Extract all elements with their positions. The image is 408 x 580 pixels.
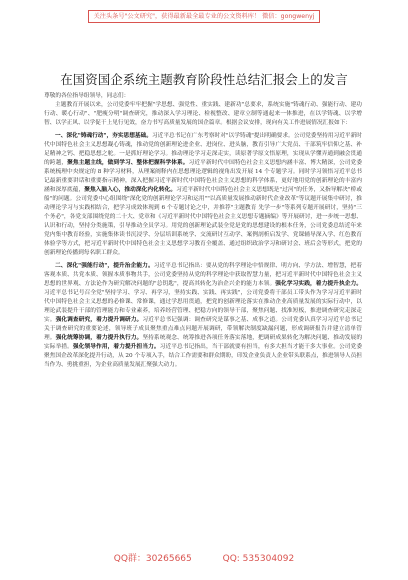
section-2-sub-heading-a: 强化学习实践，着力提升执企力。 [275, 281, 362, 287]
section-1-heading: 一、深化"铸魂行动"，夯实思想基础。 [55, 133, 152, 139]
top-banner: 关注头条号"公文研究"，获得最新最全最专业的公文资料库！ 微信：gongwenyj [88, 10, 320, 23]
section-2-text-b: 习近平总书记号召全党"坚持学习、学习、再学习，坚持实践、实践、再实践"，公司党委将干部员工带头作为学习习近平新时代中国特色社会主义思想的必修课、常修课，通过学思用贯通，把党的创新理论落实在推动企业高质量发展的实际行动中，以理论武装提升干部的管理能力和专业素养，培养经营管理、把稳方向的领导干部，聚焦问题、找准短板，推进调查研究走深走实。 [44, 290, 362, 323]
page-title: 在国资国企系统主题教育阶段性总结汇报会上的发言 [60, 72, 348, 87]
section-2-sub-heading-c: 强化统筹协调，着力提升执行力。 [55, 335, 143, 341]
qq-number-text: QQ: 535304092 [222, 554, 295, 564]
intro-paragraph: 主题教育开展以来，公司党委牢牢把握"学思想、强党性、重实践、建新功"总要求，系统实施"铸魂行动、强能行动、建功行动、暖心行动"、"肥瘦分明"调查研究，推动深入学习理论、检视整改、建章立制等通起来一体推进，在以学铸魂、以学增智、以学正风、以学促干上见行见效，奋力书写高质量发展的国企篇章。根据会议安排，现向有关工作进展情况汇报如下： [44, 102, 362, 126]
section-1-sub-heading-a: 聚焦主题主线，做到学习、整体把握科学体系。 [67, 160, 189, 166]
qq-group-text: QQ群：30265665 [113, 554, 192, 564]
section-1-text-a: 习近平总书记在广东考察时对"以学铸魂"提出明确要求。公司党委坚持用习近平新时代中国特色社会主义思想凝心铸魂，推动党的创新理论进企业、进岗位、进头脑，教育引导广大党员、干部筑牢信仰之基、补足精神之钙、把稳思想之舵。一是抓好理论学习。推动理论学习走深走实，读原著学原文悟原理，实现从学懂弄通到融会贯通的跨越， [44, 133, 362, 166]
section-2-text-a: 习近平总书记指出：要从党的科学理论中悟规律、明方向、学方法、增智慧，把着客观本质、共党本质、领握本质事物共手，公司党委坚持从党的科学理论中获取智慧力量，把习近平新时代中国特色社会主义思想的世界观、方法论作为研究解决问题的"总钥匙"，提高其转化为治企兴企的能力本领。 [44, 263, 362, 287]
document-body [44, 92, 362, 370]
section-2-paragraph [44, 262, 362, 370]
footer-contact [0, 551, 408, 564]
section-2-heading: 二、深化"强能行动"，提升治企能力。 [55, 263, 154, 269]
salutation: 尊敬的各位指导组领导，同志们： [44, 93, 130, 99]
section-2-sub-heading-b: 强化调查研究，着力提升调研力。 [55, 317, 143, 323]
section-2-text-d: 坚持系统观念、统筹推进各项任务落实落地，把调研成果转化为解决问题、推动发展的实际举措。 [44, 335, 363, 350]
section-1-text-b: 习近平新时代中国特色社会主义思想内涵丰富、博大精深，公司党委系统梳理中央规定的 8 种学习材料，从理案阐释内在思想理论逻辑的视角出发开展 14 个专题学习。同时学习领悟习近平总书记最新重要讲话和重要指示精神，深入把握习近平新时代中国特色社会主义思想的科学体系，更好地用党的创新理论的丰富内涵和深厚底蕴， [44, 160, 363, 193]
section-2-text-c: 习近平总书记强调：调查研究是谋事之基、成事之道。公司党委认真学习习近平总书记关于调查研究的重要论述，领导班子成员聚焦重点难点问题开展调研，带领解决制度缺漏问题，形成调研报告并建立清单管理。 [44, 317, 363, 341]
section-1-sub-heading-b: 聚焦入脑入心，推动深化内化转化。 [84, 187, 177, 193]
section-1-text-c: 习近平新时代中国特色社会主义思想既是"过河"的任务，又指导解决"桥或船"的问题。公司党委中心组围绕"深化党的创新理论学习和运用""以高质量发展推动新时代企业改革"等议题开展集中研讨，推动理论学习与实践相结合，把学习成效体现到 6 个专题讨论之中，并推荐"主题教育 先学一步"等系列专题开展研讨，坚持"三个务必"，各党支部围绕党的二十大、党章和《习近平新时代中国特色社会主义思想专题摘编》等开展研讨，进一步统一思想、认识和行动，坚持分类施策，引导推动全员学习。用党的创新理论武装全党是党的思想建设的根本任务，公司党委总结近年来党内集中教育经验，实施集体读书沉浸学、分层培训系统学、交流研讨互动学、案例剖析启发学、党课辅导深入学、红色教育体验学等方式，把习近平新时代中国特色社会主义思想学习教育全覆盖、通过组织政治学习和研讨会、班后会等形式，把党的创新理论传播到每名职工群众。 [44, 187, 363, 256]
section-2-text-e: 习近平总书记指出，当干部就要有担当，有多大担当才能干多大事业。公司党委聚焦国企改革深化提升行动，从 20 个专项入手，结合工作需要和群众期盼，印发企业负责人企业带头联系点，推进领导人员担当作为、勇挑重担，为企业高质量发展汇聚强大动力。 [44, 344, 363, 368]
section-2-sub-heading-d: 强化领导作用，着力提升担当力。 [72, 344, 160, 350]
section-1-paragraph [44, 132, 362, 258]
